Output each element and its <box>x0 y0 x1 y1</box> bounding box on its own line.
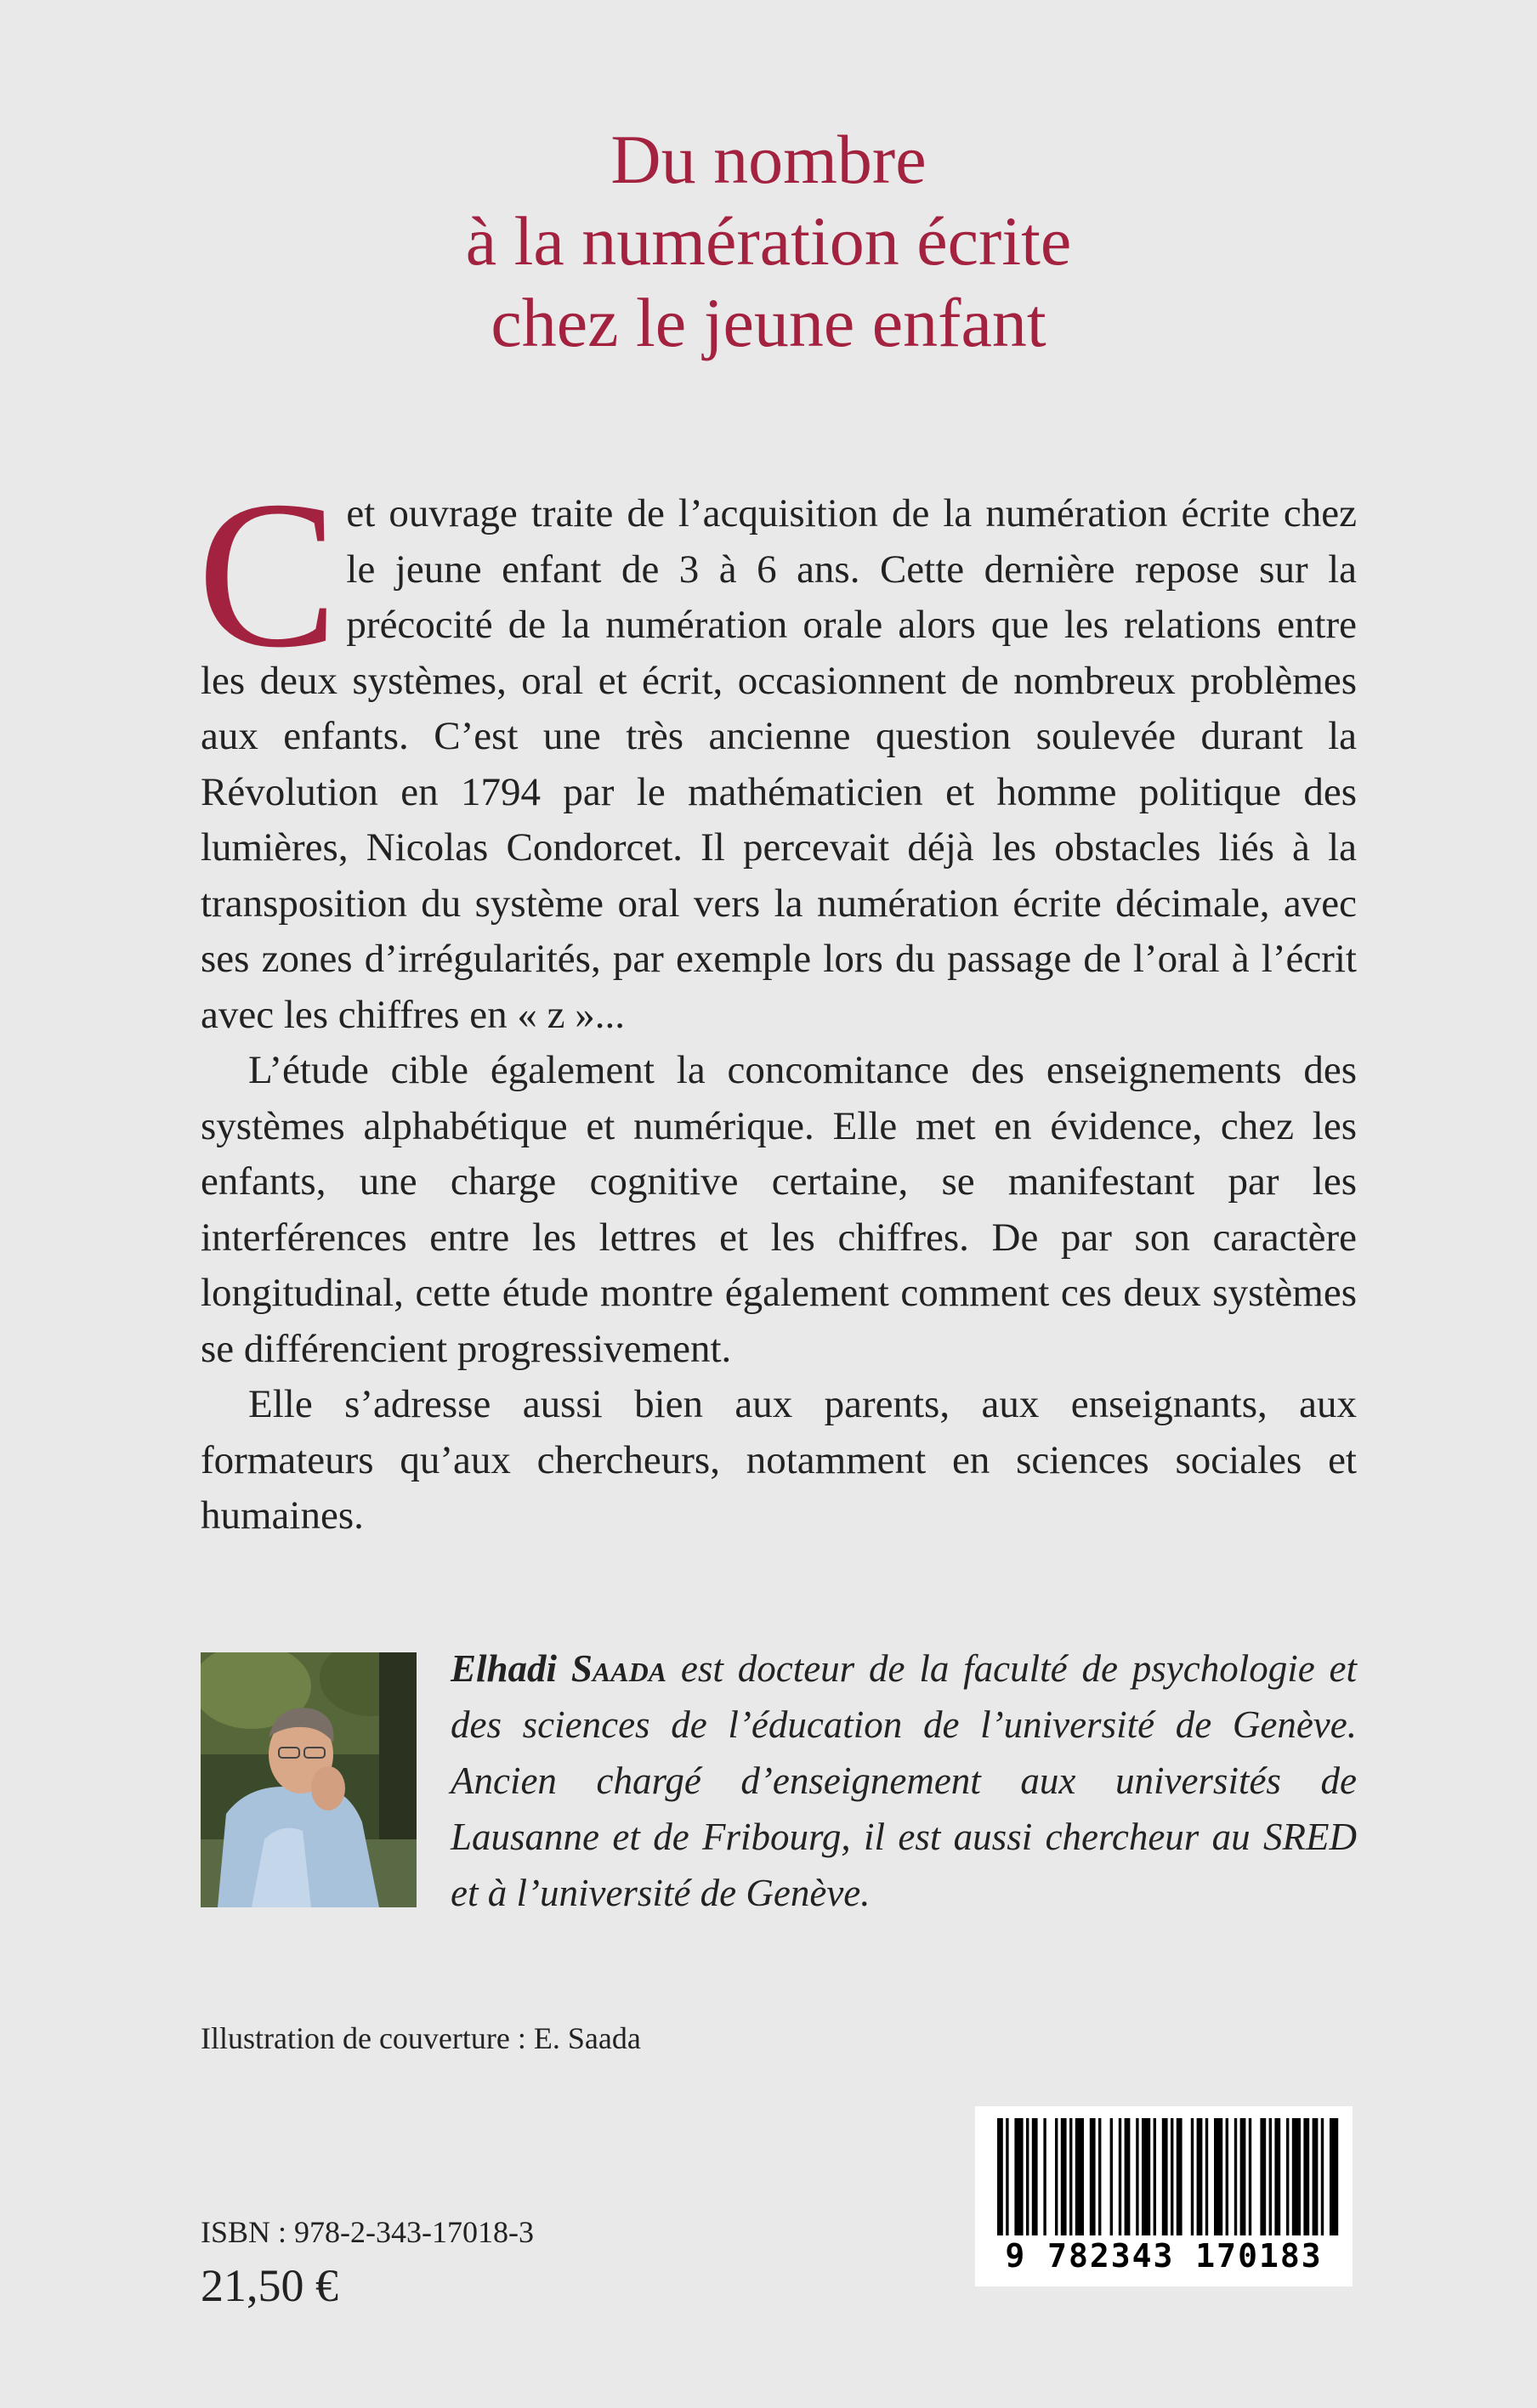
barcode <box>975 2106 1353 2286</box>
author-bio <box>451 1640 1357 1921</box>
barcode-bar <box>1090 2118 1096 2235</box>
barcode-bar <box>1205 2118 1208 2235</box>
barcode-bar <box>1119 2118 1121 2235</box>
drop-cap: C <box>197 457 338 691</box>
barcode-bar <box>1055 2118 1058 2235</box>
barcode-bar <box>1240 2118 1246 2235</box>
barcode-bar <box>1313 2118 1319 2235</box>
barcode-bar <box>1014 2118 1023 2235</box>
barcode-bar <box>1286 2118 1289 2235</box>
summary-paragraph-1-text: et ouvrage traite de l’acquisition de la numération écrite chez le jeune enfant de 3 à 6 ans. Cette dernière repose sur la précocité de la numération orale alors que les relations entre les deux systèmes, oral et écrit, occasionnent de nombreux problèmes aux enfants. C’est une très ancienne question soulevée durant la Révolution en 1794 par le mathématicien et homme politique des lumières, Nicolas Condorcet. Il percevait déjà les obstacles liés à la transposition du système oral vers la numération écrite décimale, avec ses zones d’irrégularités, par exemple lors du passage de l’oral à l’écrit avec les chiffres en « z »... <box>201 491 1357 1037</box>
barcode-bar <box>1125 2118 1131 2235</box>
author-first-name: Elhadi <box>451 1647 558 1690</box>
barcode-bar <box>1032 2118 1038 2235</box>
title-line-1: Du nombre <box>610 121 927 198</box>
illustration-credit: Illustration de couverture : E. Saada <box>201 2021 641 2055</box>
barcode-bar <box>1075 2118 1084 2235</box>
barcode-bar <box>1177 2118 1183 2235</box>
barcode-digits: 9 782343 170183 <box>1005 2237 1323 2275</box>
isbn: ISBN : 978-2-343-17018-3 <box>201 2215 534 2249</box>
barcode-bar <box>1026 2118 1029 2235</box>
summary-paragraph-2: L’étude cible également la concomitance des enseignements des systèmes alphabétique et numérique. Elle met en évidence, chez les enfants, une charge cognitive certaine, se manifestant par les interférences entre les lettres et les chiffres. De par son caractère longitudinal, cette étude montre également comment ces deux systèmes se différencient progressivement. <box>201 1048 1357 1371</box>
author-photo-image <box>201 1652 417 1907</box>
barcode-bar <box>1171 2118 1173 2235</box>
barcode-bar <box>1061 2118 1067 2235</box>
barcode-bar <box>1162 2118 1168 2235</box>
title-line-2: à la numération écrite <box>465 202 1072 280</box>
barcode-bar <box>1292 2118 1301 2235</box>
barcode-bar <box>1006 2118 1008 2235</box>
barcode-bar <box>1043 2118 1046 2235</box>
summary-text <box>197 457 1357 1544</box>
barcode-bar <box>1321 2118 1324 2235</box>
barcode-bar <box>1154 2118 1156 2235</box>
barcode-bar <box>1269 2118 1272 2235</box>
author-block <box>201 1647 1358 1914</box>
author-bio-text: est docteur de la faculté de psychologie et des sciences de l’éducation de l’université de Genève. Ancien chargé d’enseignement aux universités de Lausanne et de Fribourg, il est aussi chercheur au SRED et à l’université de Genève. <box>451 1647 1358 1914</box>
barcode-bar <box>1110 2118 1113 2235</box>
author-photo <box>201 1652 417 1907</box>
barcode-bar <box>1226 2118 1228 2235</box>
book-title <box>0 119 1537 364</box>
barcode-bar <box>1142 2118 1150 2235</box>
barcode-bar <box>1330 2118 1338 2235</box>
barcode-bar <box>1234 2118 1237 2235</box>
price: 21,50 € <box>201 2260 338 2311</box>
author-last-name: Saada <box>570 1647 667 1690</box>
barcode-bar <box>1069 2118 1072 2235</box>
summary-paragraph-3: Elle s’adresse aussi bien aux parents, aux enseignants, aux formateurs qu’aux chercheurs, notamment en sciences sociales et humaines. <box>201 1382 1357 1538</box>
barcode-bar <box>1214 2118 1222 2235</box>
barcode-bar <box>1136 2118 1138 2235</box>
barcode-bar <box>1191 2118 1194 2235</box>
barcode-bar <box>1274 2118 1280 2235</box>
barcode-bar <box>1260 2118 1266 2235</box>
barcode-bar <box>1197 2118 1203 2235</box>
summary-paragraph-1 <box>197 457 1357 1043</box>
barcode-bar <box>1098 2118 1101 2235</box>
barcode-bar <box>1249 2118 1251 2235</box>
barcode-bar <box>1303 2118 1309 2235</box>
barcode-bar <box>997 2118 1003 2235</box>
title-line-3: chez le jeune enfant <box>491 284 1046 361</box>
